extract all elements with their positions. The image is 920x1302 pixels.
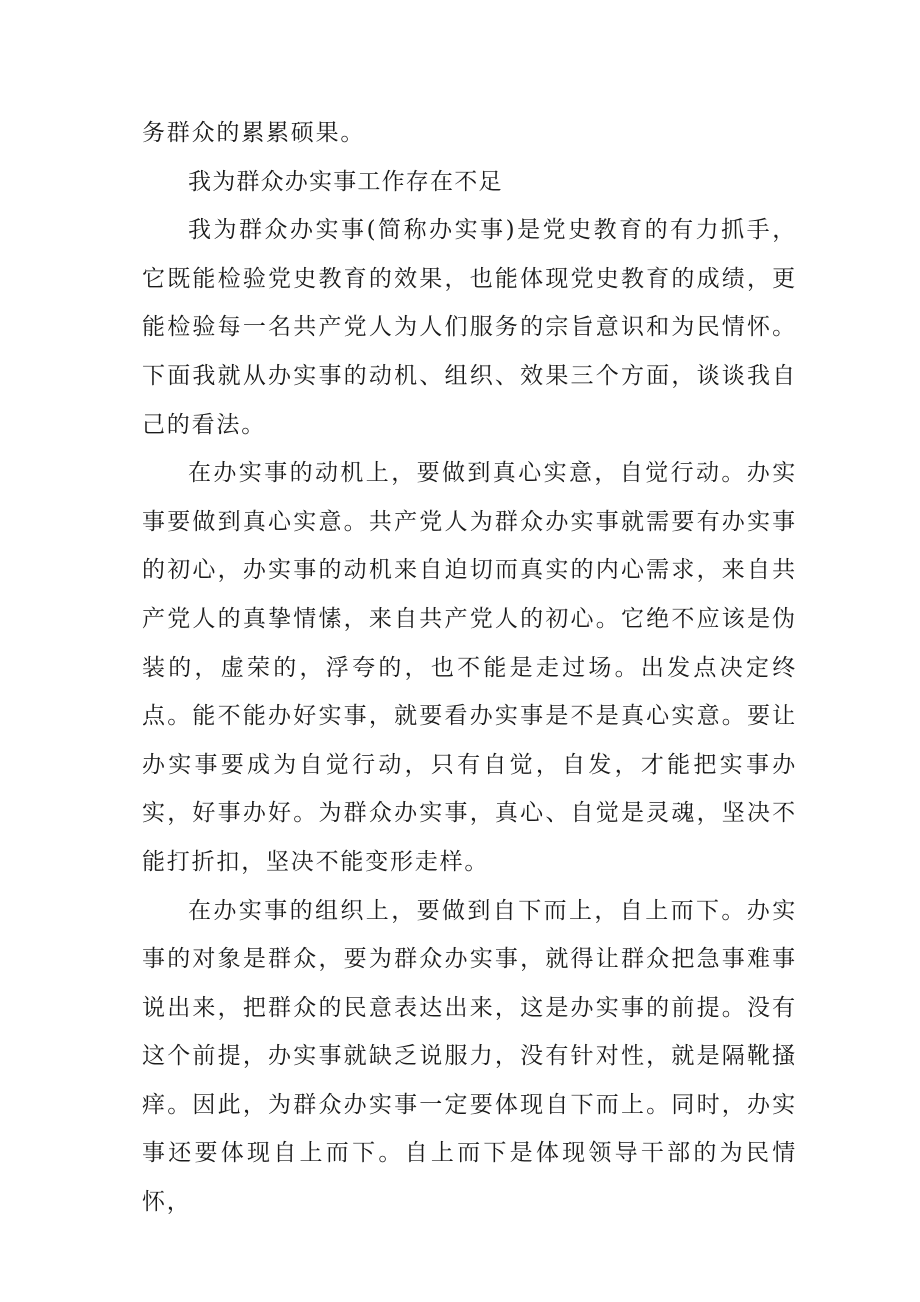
paragraph-intro: 我为群众办实事(简称办实事)是党史教育的有力抓手，它既能检验党史教育的效果，也能体现党史教育的成绩，更能检验每一名共产党人为人们服务的宗旨意识和为民情怀。下面我就从办实事的动机、组织、效果三个方面，谈谈我自己的看法。: [142, 217, 797, 438]
paragraph-organization: 在办实事的组织上，要做到自下而上，自上而下。办实事的对象是群众，要为群众办实事，就得让群众把急事难事说出来，把群众的民意表达出来，这是办实事的前提。没有这个前提，办实事就缺乏说服力，没有针对性，就是隔靴搔痒。因此，为群众办实事一定要体现自下而上。同时，办实事还要体现自上而下。自上而下是体现领导干部的为民情怀，: [142, 897, 797, 1216]
document-body: [142, 109, 797, 1227]
section-heading: 我为群众办实事工作存在不足: [188, 168, 503, 195]
paragraph-continuation: 务群众的累累硕果。: [142, 120, 366, 146]
paragraph-motivation: 在办实事的动机上，要做到真心实意，自觉行动。办实事要做到真心实意。共产党人为群众办实事就需要有办实事的初心，办实事的动机来自迫切而真实的内心需求，来自共产党人的真挚情愫，来自共产党人的初心。它绝不应该是伪装的，虚荣的，浮夸的，也不能是走过场。出发点决定终点。能不能办好实事，就要看办实事是不是真心实意。要让办实事要成为自觉行动，只有自觉，自发，才能把实事办实，好事办好。为群众办实事，真心、自觉是灵魂，坚决不能打折扣，坚决不能变形走样。: [142, 460, 797, 875]
